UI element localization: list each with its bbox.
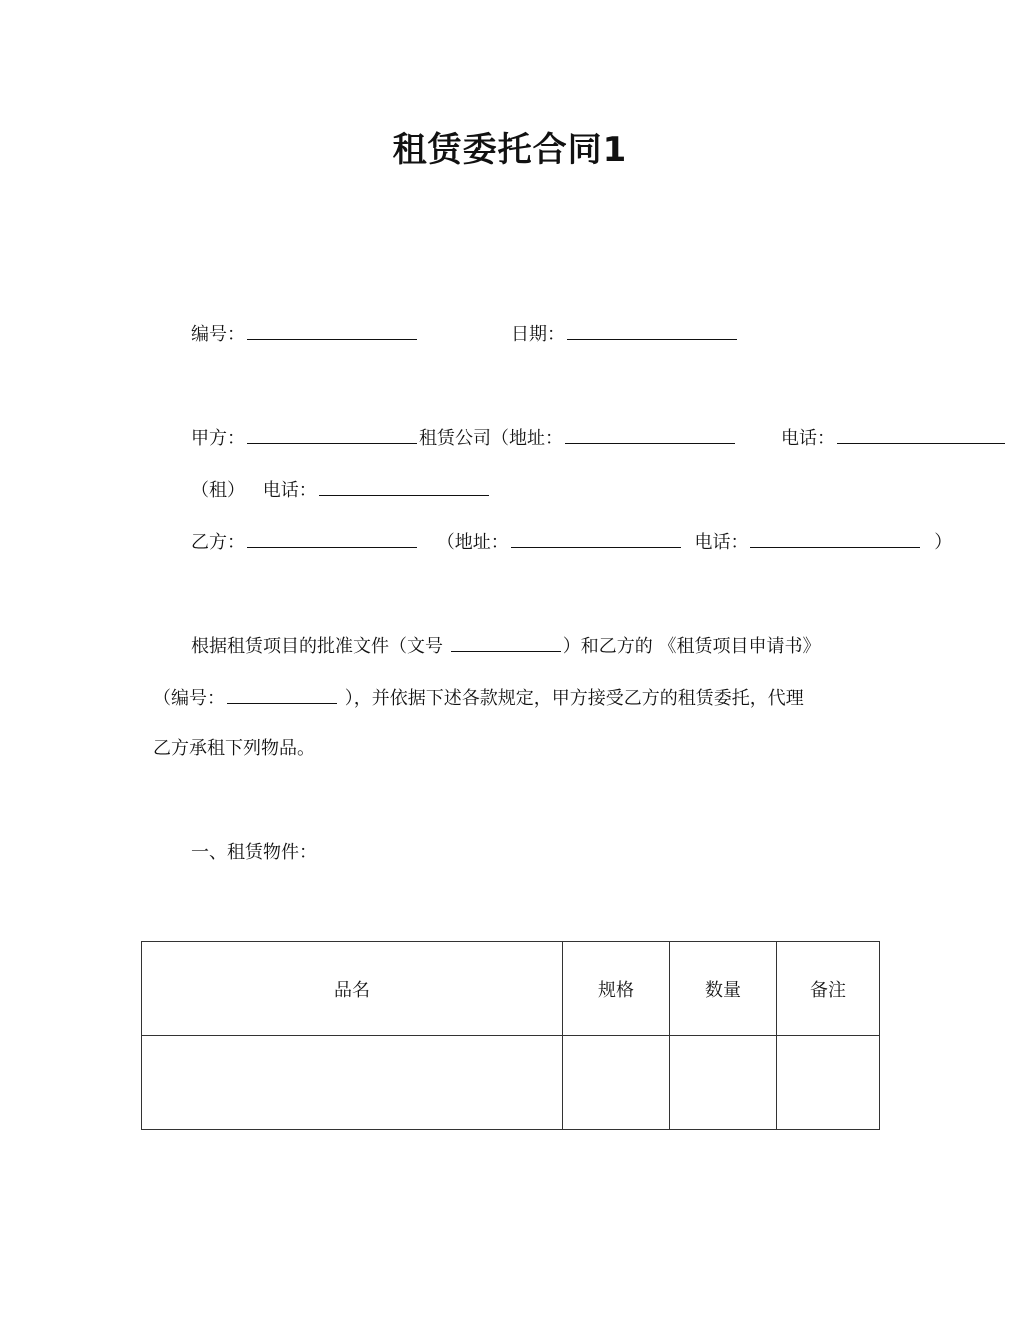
cell-quantity[interactable]	[670, 1036, 777, 1130]
header-remarks: 备注	[777, 942, 880, 1036]
party-a-name-blank[interactable]	[247, 425, 417, 444]
table-row	[142, 1036, 880, 1130]
body-p2-a: （编号：	[153, 688, 225, 709]
section-1-heading: 一、租赁物件：	[191, 842, 317, 863]
party-a-phone-label: 电话：	[781, 428, 835, 449]
header-quantity: 数量	[670, 942, 777, 1036]
party-b-name-blank[interactable]	[247, 529, 417, 548]
party-a-label: 甲方：	[191, 428, 245, 449]
date-row	[511, 321, 739, 347]
header-spec: 规格	[563, 942, 670, 1036]
cell-spec[interactable]	[563, 1036, 670, 1130]
lease-phone-blank[interactable]	[319, 477, 489, 496]
party-b-label: 乙方：	[191, 532, 245, 553]
party-a-address-blank[interactable]	[565, 425, 735, 444]
lease-phone-row	[191, 477, 491, 503]
body-p2-b: ），并依据下述各款规定，甲方接受乙方的租赁委托，代理	[344, 688, 804, 709]
body-line-3	[153, 737, 315, 761]
party-a-phone-row	[781, 425, 1007, 451]
application-number-blank[interactable]	[227, 685, 337, 704]
doc-number-blank[interactable]	[451, 633, 561, 652]
party-a-company-suffix: 租赁公司（地址：	[419, 428, 563, 449]
party-b-address-open: （地址：	[436, 532, 509, 553]
lease-items-table	[141, 941, 880, 1130]
cell-remarks[interactable]	[777, 1036, 880, 1130]
body-p3: 乙方承租下列物品。	[153, 738, 315, 759]
body-line-2	[153, 685, 804, 711]
number-blank[interactable]	[247, 321, 417, 340]
header-item-name: 品名	[142, 942, 563, 1036]
cell-item-name[interactable]	[142, 1036, 563, 1130]
table-header-row	[142, 942, 880, 1036]
date-label: 日期：	[511, 324, 565, 345]
lease-phone-label: 电话：	[262, 480, 317, 501]
body-p1-b: ）和乙方的 《租赁项目申请书》	[562, 636, 821, 657]
party-b-phone-label: 电话：	[694, 532, 749, 553]
body-p1-a: 根据租赁项目的批准文件（文号	[191, 636, 443, 657]
number-label: 编号：	[191, 324, 245, 345]
party-b-phone-blank[interactable]	[750, 529, 920, 548]
party-b-close: ）	[934, 532, 953, 553]
body-line-1	[191, 633, 820, 659]
date-blank[interactable]	[567, 321, 737, 340]
document-title: 租赁委托合同1	[392, 130, 628, 170]
party-b-row	[191, 529, 952, 555]
party-a-phone-blank[interactable]	[837, 425, 1005, 444]
party-b-address-blank[interactable]	[511, 529, 681, 548]
lease-label: （租）	[191, 480, 245, 501]
number-row	[191, 321, 419, 347]
party-a-row	[191, 425, 737, 451]
